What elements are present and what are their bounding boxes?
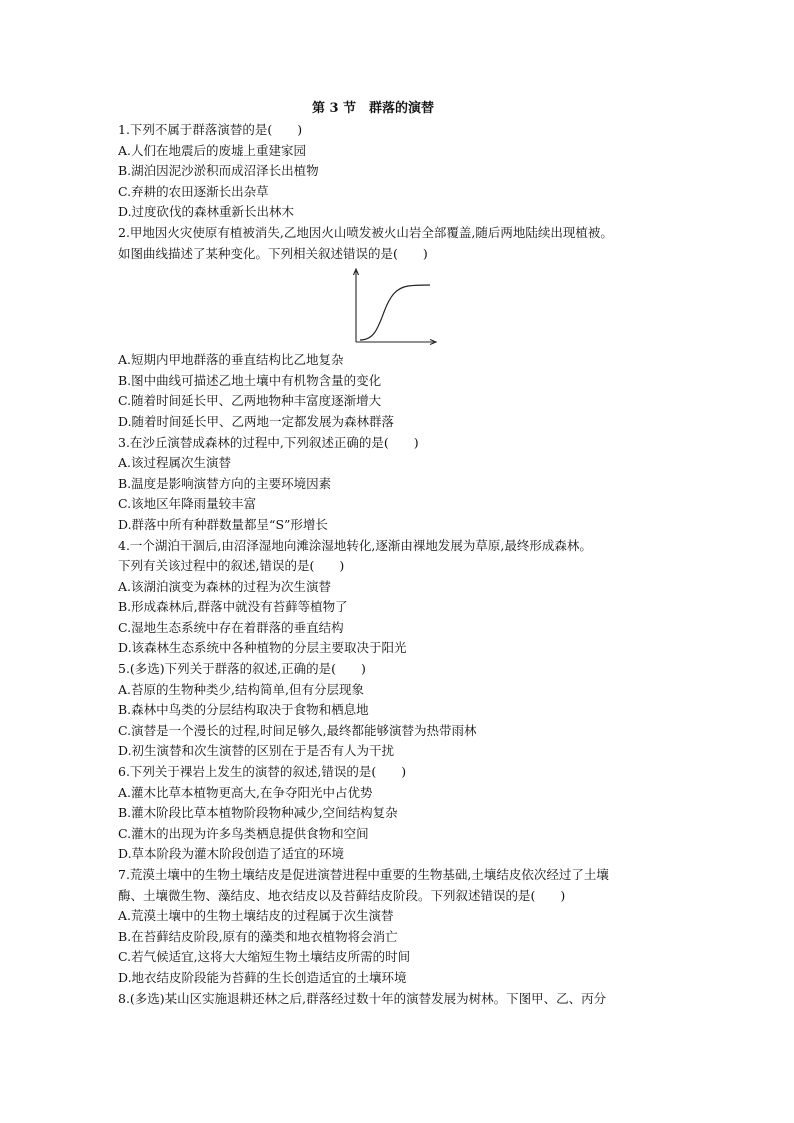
text-line: A.苔原的生物种类少,结构简单,但有分层现象 — [118, 681, 364, 697]
text-line: A.短期内甲地群落的垂直结构比乙地复杂 — [118, 352, 344, 368]
text-line: D.初生演替和次生演替的区别在于是否有人为干扰 — [118, 743, 395, 759]
text-line: B.在苔藓结皮阶段,原有的藻类和地衣植物将会消亡 — [118, 928, 398, 944]
text-line: B.形成森林后,群落中就没有苔藓等植物了 — [118, 599, 348, 615]
sigmoid-curve-figure — [118, 264, 688, 350]
page-title: 第 3 节 群落的演替 — [311, 101, 435, 116]
text-line: 8.(多选)某山区实施退耕还林之后,群落经过数十年的演替发展为树林。下图甲、乙、丙分 — [118, 990, 607, 1006]
text-line: B.森林中鸟类的分层结构取决于食物和栖息地 — [118, 702, 369, 718]
text-line: B.温度是影响演替方向的主要环境因素 — [118, 475, 332, 491]
text-line: 5.(多选)下列关于群落的叙述,正确的是( ) — [118, 661, 366, 677]
text-line: B.灌木阶段比草本植物阶段物种减少,空间结构复杂 — [118, 805, 398, 821]
text-line: C.弃耕的农田逐渐长出杂草 — [118, 183, 269, 199]
document-page — [118, 98, 688, 1009]
text-line: 2.甲地因火灾使原有植被消失,乙地因火山喷发被火山岩全部覆盖,随后两地陆续出现植被。 — [118, 224, 613, 240]
text-line: C.随着时间延长甲、乙两地物种丰富度逐渐增大 — [118, 393, 382, 409]
text-line: D.地衣结皮阶段能为苔藓的生长创造适宜的土壤环境 — [118, 969, 407, 985]
text-line: C.若气候适宜,这将大大缩短生物土壤结皮所需的时间 — [118, 949, 411, 965]
text-line: A.人们在地震后的废墟上重建家园 — [118, 142, 307, 158]
text-line: D.随着时间延长甲、乙两地一定都发展为森林群落 — [118, 413, 395, 429]
text-line: B.湖泊因泥沙淤积而成沼泽长出植物 — [118, 163, 319, 179]
question-block-top — [118, 120, 688, 264]
text-line: C.该地区年降雨量较丰富 — [118, 496, 257, 512]
text-line: B.图中曲线可描述乙地土壤中有机物含量的变化 — [118, 372, 382, 388]
text-line: 下列有关该过程中的叙述,错误的是( ) — [118, 558, 345, 574]
text-line: A.灌木比草本植物更高大,在争夺阳光中占优势 — [118, 784, 373, 800]
text-line: 3.在沙丘演替成森林的过程中,下列叙述正确的是( ) — [118, 434, 419, 450]
text-line: 1.下列不属于群落演替的是( ) — [118, 122, 303, 137]
text-line: A.该湖泊演变为森林的过程为次生演替 — [118, 578, 332, 594]
text-line: 4.一个湖泊干涸后,由沼泽湿地向滩涂湿地转化,逐渐由裸地发展为草原,最终形成森林。 — [118, 537, 592, 553]
text-line: 如图曲线描述了某种变化。下列相关叙述错误的是( ) — [118, 245, 428, 261]
text-line: D.该森林生态系统中各种植物的分层主要取决于阳光 — [118, 640, 407, 656]
text-line: A.荒漠土壤中的生物土壤结皮的过程属于次生演替 — [118, 908, 394, 924]
text-line: C.湿地生态系统中存在着群落的垂直结构 — [118, 619, 344, 635]
text-line: C.演替是一个漫长的过程,时间足够久,最终都能够演替为热带雨林 — [118, 722, 477, 738]
text-line: 6.下列关于裸岩上发生的演替的叙述,错误的是( ) — [118, 764, 407, 780]
s-curve — [360, 285, 430, 340]
question-block-bottom — [118, 350, 688, 1009]
text-line: D.过度砍伐的森林重新长出林木 — [118, 204, 295, 220]
text-line: C.灌木的出现为许多鸟类栖息提供食物和空间 — [118, 825, 369, 841]
text-line: 酶、土壤微生物、藻结皮、地衣结皮以及苔藓结皮阶段。下列叙述错误的是( ) — [118, 887, 566, 903]
curve-graph — [350, 266, 440, 348]
text-line: D.草本阶段为灌木阶段创造了适宜的环境 — [118, 846, 345, 862]
text-line: D.群落中所有种群数量都呈“S”形增长 — [118, 516, 328, 532]
text-line: 7.荒漠土壤中的生物土壤结皮是促进演替进程中重要的生物基础,土壤结皮依次经过了土壤 — [118, 867, 609, 882]
text-line: A.该过程属次生演替 — [118, 455, 232, 471]
